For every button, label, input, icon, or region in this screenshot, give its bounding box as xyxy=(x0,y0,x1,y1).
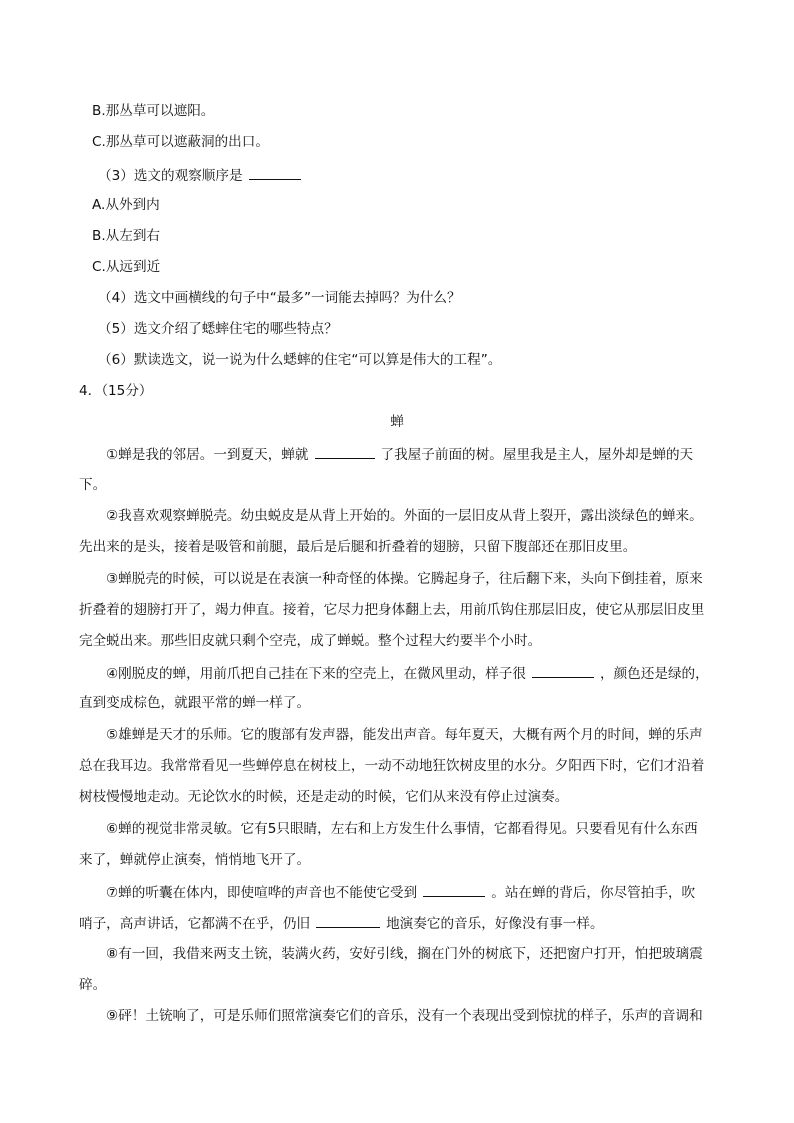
paragraph-4-line-1 xyxy=(106,663,726,683)
p4-text-b: ，颜色还是绿的， xyxy=(600,666,709,682)
answer-blank xyxy=(315,444,375,459)
p1-text-b: 了我屋子前面的树。屋里我是主人，屋外却是蝉的天 xyxy=(380,447,694,463)
subquestion-3-text: （3）选文的观察顺序是 xyxy=(98,168,243,184)
p4-text-a: ④刚脱皮的蝉，用前爪把自己挂在下来的空壳上，在微风里动，样子很 xyxy=(106,666,526,682)
paragraph-3-line-3: 完全蜕出来。那些旧皮就只剩个空壳，成了蝉蜕。整个过程大约要半个小时。 xyxy=(79,633,542,649)
p7-text-c: 哨子，高声讲话，它都满不在乎，仍旧 xyxy=(79,916,311,932)
answer-blank xyxy=(249,165,301,180)
passage-title: 蝉 xyxy=(390,414,404,430)
paragraph-5-line-1: ⑤雄蝉是天才的乐师。它的腹部有发声器，能发出声音。每年夏天，大概有两个月的时间，蝉的乐声 xyxy=(106,727,703,743)
option-b: B.那丛草可以遮阳。 xyxy=(92,103,215,119)
subquestion-3-option-a: A.从外到内 xyxy=(92,197,160,213)
subquestion-6: （6）默读选文，说一说为什么蟋蟀的住宅“可以算是伟大的工程”。 xyxy=(98,352,502,368)
paragraph-6-line-1: ⑥蝉的视觉非常灵敏。它有5只眼睛，左右和上方发生什么事情，它都看得见。只要看见有什么东西 xyxy=(106,821,698,837)
question-4-header: 4．（15分） xyxy=(79,383,153,399)
paragraph-4-line-2: 直到变成棕色，就跟平常的蝉一样了。 xyxy=(79,695,311,711)
paragraph-5-line-3: 树枝慢慢地走动。无论饮水的时候，还是走动的时候，它们从来没有停止过演奏。 xyxy=(79,789,569,805)
subquestion-3 xyxy=(98,165,728,185)
paragraph-1-line-1 xyxy=(106,444,726,464)
answer-blank xyxy=(316,913,380,928)
answer-blank xyxy=(532,663,594,678)
paragraph-1-line-2: 下。 xyxy=(79,477,107,493)
p7-text-a: ⑦蝉的听囊在体内，即使喧哗的声音也不能使它受到 xyxy=(106,885,418,901)
p1-text-a: ①蝉是我的邻居。一到夏天，蝉就 xyxy=(106,447,309,463)
paragraph-9-line-1: ⑨砰！土铳响了，可是乐师们照常演奏它们的音乐，没有一个表现出受到惊扰的样子，乐声的音调和 xyxy=(106,1008,703,1024)
subquestion-3-option-c: C.从远到近 xyxy=(92,259,161,275)
subquestion-4: （4）选文中画横线的句子中“最多”一词能去掉吗？为什么？ xyxy=(98,290,461,306)
option-c: C.那丛草可以遮蔽洞的出口。 xyxy=(92,134,269,150)
paragraph-6-line-2: 来了，蝉就停止演奏，悄悄地飞开了。 xyxy=(79,852,311,868)
p7-text-d: 地演奏它的音乐，好像没有事一样。 xyxy=(386,916,604,932)
paragraph-7-line-1 xyxy=(106,882,726,902)
paragraph-7-line-2 xyxy=(79,913,719,933)
paragraph-3-line-2: 折叠着的翅膀打开了，竭力伸直。接着，它尽力把身体翻上去，用前爪钩住那层旧皮，使它从那层旧皮里 xyxy=(79,602,705,618)
paragraph-8-line-2: 碎。 xyxy=(79,977,107,993)
paragraph-5-line-2: 总在我耳边。我常常看见一些蝉停息在树枝上，一动不动地狂饮树皮里的水分。夕阳西下时，它们才沿着 xyxy=(79,758,705,774)
answer-blank xyxy=(423,882,485,897)
paragraph-2-line-1: ②我喜欢观察蝉脱壳。幼虫蜕皮是从背上开始的。外面的一层旧皮从背上裂开，露出淡绿色的蝉来。 xyxy=(106,508,703,524)
paragraph-2-line-2: 先出来的是头，接着是吸管和前腿，最后是后腿和折叠着的翅膀，只留下腹部还在那旧皮里。 xyxy=(79,539,637,555)
p7-text-b: 。站在蝉的背后，你尽管拍手，吹 xyxy=(491,885,696,901)
paragraph-3-line-1: ③蝉脱壳的时候，可以说是在表演一种奇怪的体操。它腾起身子，往后翻下来，头向下倒挂着，原来 xyxy=(106,571,703,587)
subquestion-5: （5）选文介绍了蟋蟀住宅的哪些特点？ xyxy=(98,321,338,337)
paragraph-8-line-1: ⑧有一回，我借来两支土铳，装满火药，安好引线，搁在门外的树底下，还把窗户打开，怕把玻璃震 xyxy=(106,946,703,962)
subquestion-3-option-b: B.从左到右 xyxy=(92,228,161,244)
